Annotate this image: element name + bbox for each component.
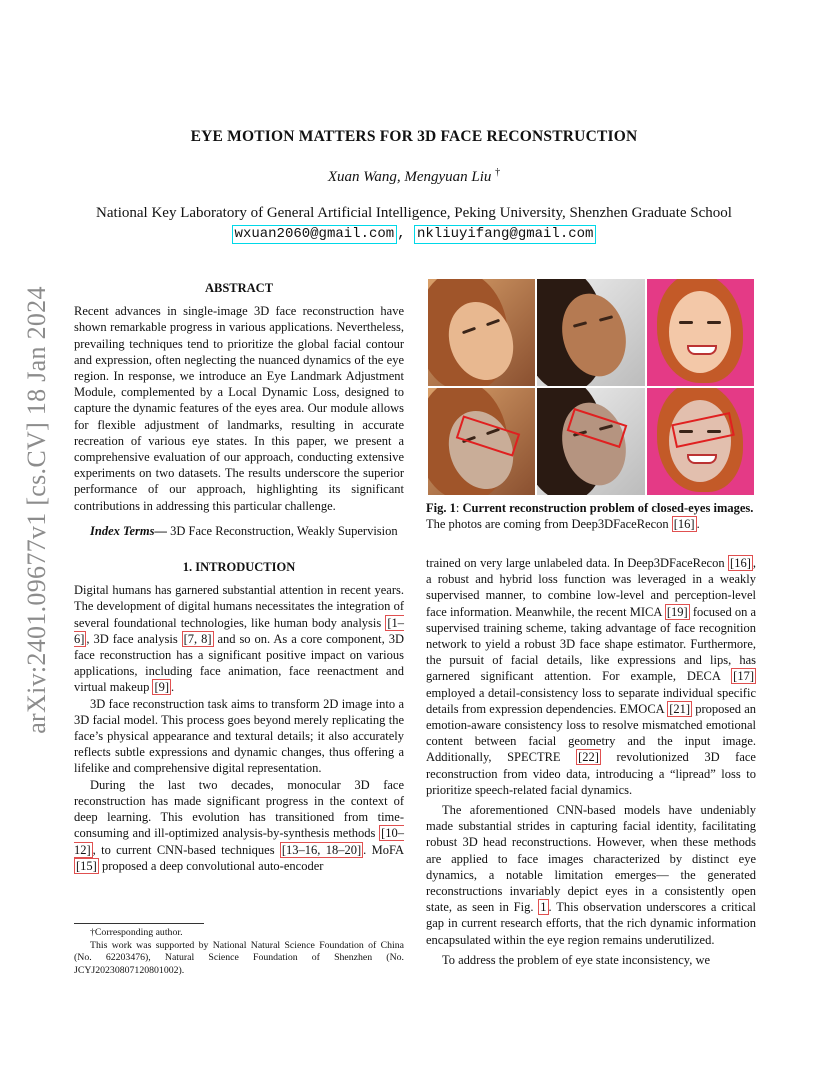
affiliation: National Key Laboratory of General Artificial Intelligence, Peking University, Shenzhen Graduate School: [96, 205, 732, 221]
citation-link[interactable]: [7, 8]: [183, 631, 212, 646]
emails-line: [0, 225, 828, 244]
abstract-heading: ABSTRACT: [204, 281, 274, 295]
figure-row-input: [428, 279, 754, 386]
left-column: [74, 280, 404, 874]
intro-paragraph-3: During the last two decades, monocular 3D face reconstruction has made significant progress in the context of deep learning. This evolution has transitioned from time-consuming and ill-optimized analysis-by-synthesis methods [10–12] , to current CNN-based techniques [13–16, 18–20] . MoFA [15] proposed a deep convolutional auto-encoder: [74, 777, 404, 873]
figure-row-reconstruction: [428, 388, 754, 495]
photo-reconstruction-1: [428, 388, 535, 495]
intro-paragraph-1: Digital humans has garnered substantial attention in recent years. The development of digital humans necessitates the integration of several foundational technologies, like human body analysis [1–6] , 3D face analysis [7, 8] and so on. As a core component, 3D face reconstruction has a significant positive impact on various applications, including face animation, face reenactment and virtual makeup [9] .: [74, 583, 404, 695]
photo-reconstruction-3: [647, 388, 754, 495]
citation-link[interactable]: [9]: [154, 680, 170, 695]
email-link[interactable]: wxuan2060@gmail.com: [232, 225, 398, 244]
intro-paragraph-4: trained on very large unlabeled data. In Deep3DFaceRecon [16] , a robust and hybrid loss function was leveraged in a weakly supervised manner, to combine low-level and perception-level face information. Meanwhile, the recent MICA [19] focused on a supervised training scheme, taking advantage of face recognition network to yield a robust 3D face shape estimator. Furthermore, the pursuit of facial details, like expressions and lips, has garnered significant attention. For example, DECA [17] employed a detail-consistency loss to separate individual specific details from expression dependencies. EMOCA [21] proposed an emotion-aware consistency loss to resolve mismatched emotional content between facial geometry and the input image. Additionally, SPECTRE [22] revolutionized 3D face reconstruction from video data, introducing a “lipread” loss to prioritize speech-related facial dynamics.: [426, 556, 757, 797]
email-link[interactable]: nkliuyifang@gmail.com: [414, 225, 596, 244]
photo-reconstruction-2: [537, 388, 644, 495]
citation-link[interactable]: [17]: [733, 669, 754, 684]
footnote-rule: [74, 923, 204, 924]
photo-woman-1: [428, 279, 535, 386]
figure-1-caption: Fig. 1: Current reconstruction problem of closed-eyes images. The photos are coming from Deep3DFaceRecon [16] .: [426, 501, 754, 531]
citation-link[interactable]: [15]: [76, 858, 97, 873]
index-terms: [74, 523, 404, 539]
citation-link[interactable]: [1–6]: [74, 615, 404, 646]
footnotes: [74, 923, 404, 977]
intro-paragraph-5: The aforementioned CNN-based models have undeniably made substantial strides in capturing facial identity, facilitating robust 3D head reconstructions. However, when these methods are applied to face images characterized by distinct eye dynamics, a notable limitation emerges— the generated reconstructions invariably depict eyes in a consistently open state, as seen in Fig. 1 . This observation underscores a critical gap in current research efforts, that the rich dynamic information encapsulated within the eye region remains underutilized.: [426, 803, 756, 947]
intro-paragraph-2: 3D face reconstruction task aims to transform 2D image into a 3D facial model. This process goes beyond merely replicating the face’s physical appearance and textural details; it also accurately reflects subtle expressions and dynamic changes, thus offering a lifelike and comprehensive digital representation.: [74, 696, 404, 776]
abstract-text: Recent advances in single-image 3D face reconstruction have shown remarkable progress in various applications. Nevertheless, prevailing techniques tend to prioritize the global facial contour and expression, often neglecting the nuanced dynamics of the eye region. In response, we introduce an Eye Landmark Adjustment Module, complemented by a Local Dynamic Loss, designed to capture the dynamic features of the eyes area. Our module allows for flexible adjustment of landmarks, resulting in accurate recreation of various eye states. In this paper, we present a comprehensive evaluation of our approach, conducting extensive experiments on two datasets. The results underscore the superior performance of our approach, highlighting its significant contributions in addressing this particular challenge.: [74, 304, 404, 513]
citation-link[interactable]: [16]: [673, 517, 695, 531]
citation-link[interactable]: [22]: [578, 750, 599, 765]
figure-ref-link[interactable]: 1: [540, 900, 547, 915]
figure-1-image: [428, 279, 754, 495]
paper-title: EYE MOTION MATTERS FOR 3D FACE RECONSTRUCTION: [190, 128, 638, 145]
citation-link[interactable]: [16]: [730, 556, 751, 570]
photo-woman-2: [537, 279, 644, 386]
figure-caption-bold: Current reconstruction problem of closed-eyes images.: [462, 501, 754, 515]
authors-line: [0, 167, 828, 186]
author-mark: †: [495, 167, 501, 178]
arxiv-id: arXiv:2401.09677v1 [cs.CV] 18 Jan 2024: [22, 286, 51, 734]
footnote-corresponding: †Corresponding author.: [90, 927, 183, 938]
email-separator: ,: [397, 226, 406, 242]
photo-woman-3: [647, 279, 754, 386]
citation-link[interactable]: [10–12]: [74, 826, 404, 857]
footnote-funding: This work was supported by National Natural Science Foundation of China (No. 62203476), Natural Science Foundation of Shenzhen (No. JCYJ20230807120801002).: [74, 939, 404, 976]
index-terms-text: 3D Face Reconstruction, Weakly Supervision: [166, 523, 398, 538]
arxiv-stamp: [14, 286, 60, 734]
right-column: [426, 555, 756, 968]
intro-paragraph-6: To address the problem of eye state inconsistency, we: [442, 952, 711, 967]
section-heading-introduction: 1. INTRODUCTION: [182, 560, 296, 575]
figure-label: Fig. 1: [426, 501, 456, 515]
authors: Xuan Wang, Mengyuan Liu: [327, 169, 492, 185]
citation-link[interactable]: [13–16, 18–20]: [281, 842, 362, 857]
citation-link[interactable]: [19]: [666, 604, 688, 619]
citation-link[interactable]: [21]: [669, 701, 691, 716]
index-terms-label: Index Terms—: [90, 523, 167, 538]
